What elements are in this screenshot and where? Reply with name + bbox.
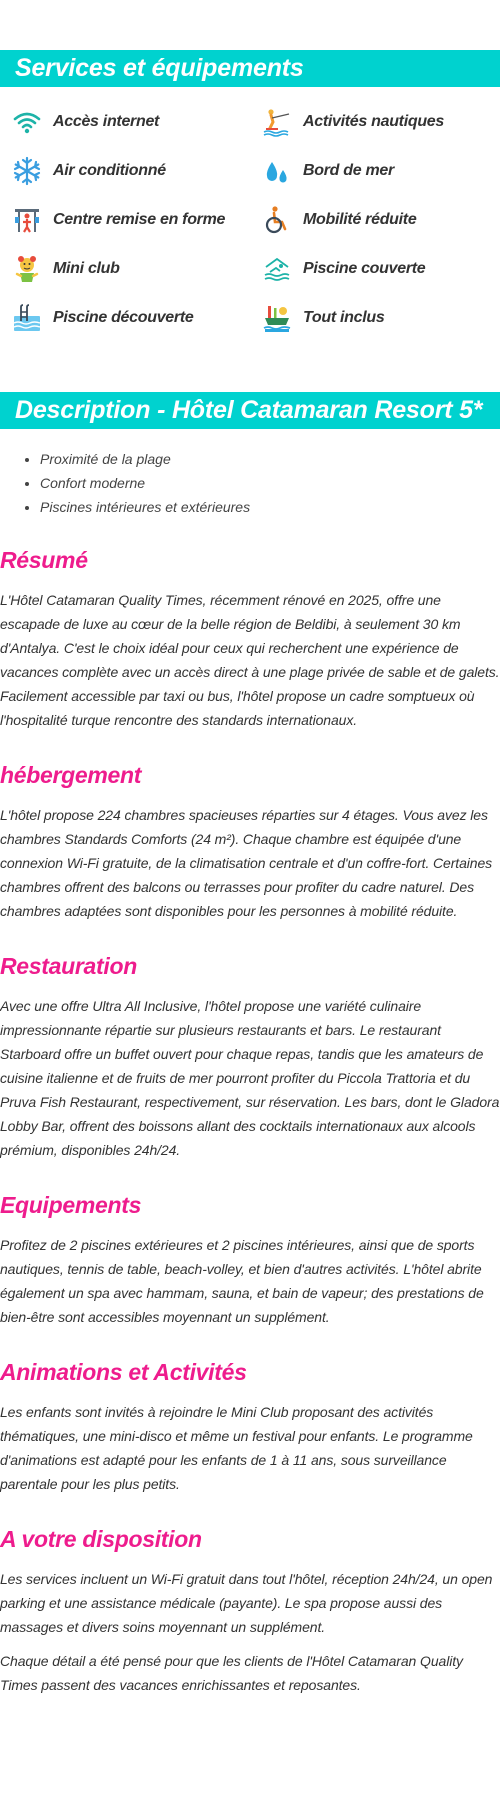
wheelchair-icon: [262, 205, 292, 235]
service-item: [262, 293, 500, 342]
section-animations: [0, 1359, 500, 1496]
section-hebergement: [0, 762, 500, 923]
service-item: [12, 293, 262, 342]
section-restauration: [0, 953, 500, 1162]
fitness-icon: [12, 205, 42, 235]
section-heading: hébergement: [0, 762, 142, 788]
section-paragraph: Profitez de 2 piscines extérieures et 2 piscines intérieures, ainsi que de sports nautiques, tennis de table, beach-volley, et bien d'autres activités. L'hôtel abrite également un spa avec hammam, sauna, et bain de vapeur; des prestations de bien-être sont accessibles moyennant un supplément.: [0, 1237, 484, 1325]
section-heading: Résumé: [0, 547, 88, 573]
section-heading: Animations et Activités: [0, 1359, 247, 1385]
section-heading: Equipements: [0, 1192, 142, 1218]
service-item: [262, 146, 500, 195]
service-item: [262, 97, 500, 146]
section-paragraph: Avec une offre Ultra All Inclusive, l'hôtel propose une variété culinaire impressionnante répartie sur plusieurs restaurants et bars. Le restaurant Starboard offre un buffet ouvert pour chaque repas, tandis que les amateurs de cuisine italienne et de fruits de mer pourront profiter du Piccola Trattoria et du Pruva Fish Restaurant, respectivement, sur réservation. Les bars, dont le Gladora Lobby Bar, offrent des boissons allant des cocktails internationaux aux alcools prémium, disponibles 24h/24.: [0, 998, 500, 1158]
service-label: Tout inclus: [303, 308, 385, 326]
outdoor-pool-icon: [12, 303, 42, 333]
section-paragraph: L'Hôtel Catamaran Quality Times, récemment rénové en 2025, offre une escapade de luxe au cœur de la belle région de Beldibi, à seulement 30 km d'Antalya. C'est le choix idéal pour ceux qui recherchent une expérience de vacances complète avec un accès direct à une plage privée de sable et de galets. Facilement accessible par taxi ou bus, l'hôtel propose un cadre somptueux où l'hospitalité turque rencontre des standards internationaux.: [0, 592, 500, 728]
services-header: Services et équipements: [0, 50, 500, 87]
service-label: Piscine couverte: [303, 259, 426, 277]
kids-club-icon: [12, 254, 42, 284]
wifi-icon: [12, 107, 42, 137]
snowflake-icon: [12, 156, 42, 186]
section-paragraph: Chaque détail a été pensé pour que les clients de l'Hôtel Catamaran Quality Times passent des vacances enrichissantes et reposantes.: [0, 1653, 463, 1693]
all-inclusive-icon: [262, 303, 292, 333]
section-paragraph: L'hôtel propose 224 chambres spacieuses réparties sur 4 étages. Vous avez les chambres Standards Comforts (24 m²). Chaque chambre est équipée d'une connexion Wi-Fi gratuite, de la climatisation centrale et d'un coffre-fort. Certaines chambres offrent des balcons ou terrasses pour profiter du cadre naturel. Des chambres adaptées sont disponibles pour les personnes à mobilité réduite.: [0, 807, 493, 919]
services-grid: [0, 87, 500, 392]
service-label: Accès internet: [53, 112, 160, 130]
indoor-pool-icon: [262, 254, 292, 284]
section-equipements: [0, 1192, 500, 1329]
section-paragraph: Les services incluent un Wi-Fi gratuit dans tout l'hôtel, réception 24h/24, un open parking et une assistance médicale (payante). Le spa propose aussi des massages et divers soins moyennant un supplément.: [0, 1571, 493, 1635]
list-item: • Confort moderne: [40, 471, 500, 495]
section-paragraph: Les enfants sont invités à rejoindre le Mini Club proposant des activités thématiques, une mini-disco et même un festival pour enfants. Le programme d'animations est adapté pour les enfants de 1 à 11 ans, sous surveillance parentale pour les plus petits.: [0, 1404, 473, 1492]
service-label: Mobilité réduite: [303, 210, 417, 228]
highlights-list: [0, 447, 500, 519]
section-resume: [0, 547, 500, 732]
service-item: [12, 97, 262, 146]
service-item: [262, 244, 500, 293]
service-label: Bord de mer: [303, 161, 394, 179]
list-item: • Proximité de la plage: [40, 447, 500, 471]
list-item: • Piscines intérieures et extérieures: [40, 495, 500, 519]
water-drops-icon: [262, 156, 292, 186]
service-item: [12, 195, 262, 244]
section-heading: Restauration: [0, 953, 137, 979]
service-item: [12, 244, 262, 293]
service-label: Piscine découverte: [53, 308, 194, 326]
section-disposition: [0, 1526, 500, 1697]
service-item: [262, 195, 500, 244]
service-label: Centre remise en forme: [53, 210, 226, 228]
service-item: [12, 146, 262, 195]
service-label: Air conditionné: [53, 161, 166, 179]
service-label: Activités nautiques: [303, 112, 445, 130]
service-label: Mini club: [53, 259, 120, 277]
section-heading: A votre disposition: [0, 1526, 202, 1552]
description-header: Description - Hôtel Catamaran Resort 5*: [0, 392, 500, 429]
water-ski-icon: [262, 107, 292, 137]
